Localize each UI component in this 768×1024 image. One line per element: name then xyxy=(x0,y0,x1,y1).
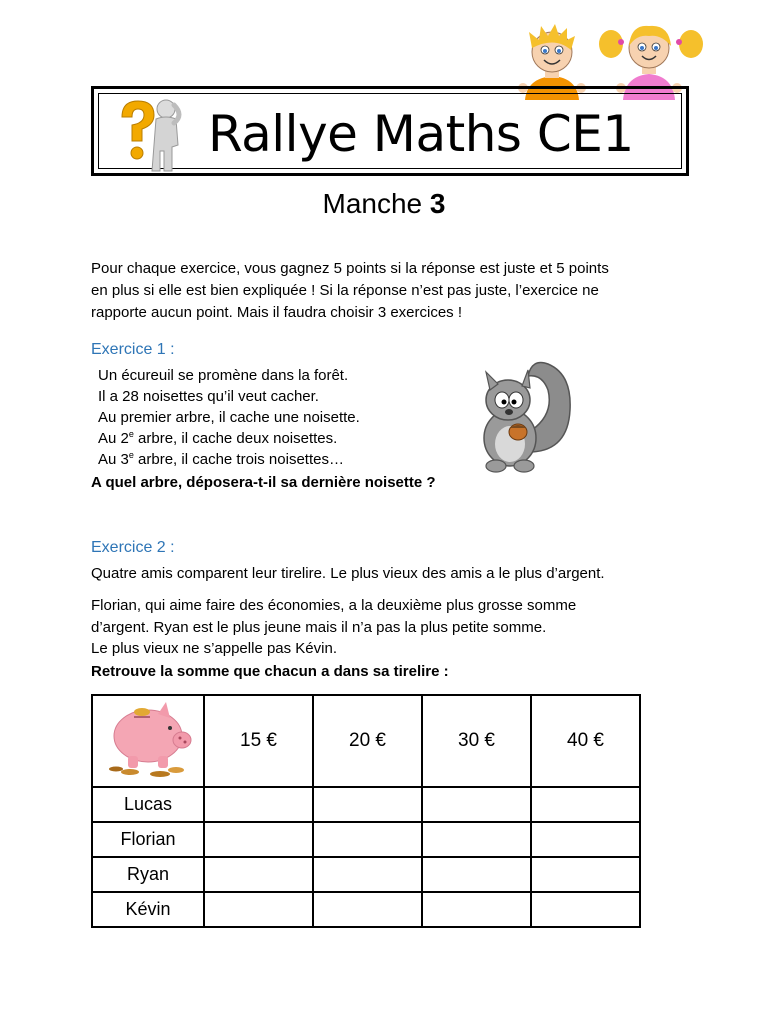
friend-name: Florian xyxy=(92,822,204,857)
exercise-1-line: Au premier arbre, il cache une noisette. xyxy=(98,409,360,426)
answer-cell[interactable] xyxy=(313,787,422,822)
text-fragment: arbre, il cache trois noisettes… xyxy=(133,451,344,468)
text-fragment: Au 3 xyxy=(98,451,129,468)
answer-cell[interactable] xyxy=(204,892,313,927)
round-subtitle xyxy=(0,184,768,224)
intro-paragraph xyxy=(91,258,609,324)
page-title: Rallye Maths CE1 xyxy=(208,105,634,163)
exercise-2-line: Florian, qui aime faire des économies, a la deuxième plus grosse somme xyxy=(91,597,577,614)
piggy-bank-cell xyxy=(92,695,204,787)
exercise-1-line xyxy=(98,428,360,449)
exercise-1-line xyxy=(98,449,360,470)
exercise-2-line: Le plus vieux ne s’appelle pas Kévin. xyxy=(91,640,337,657)
table-row xyxy=(92,787,640,822)
round-number: 3 xyxy=(429,188,446,219)
answer-cell[interactable] xyxy=(313,857,422,892)
exercise-2-paragraph xyxy=(91,595,576,660)
answer-cell[interactable] xyxy=(313,892,422,927)
question-mark-figure-icon xyxy=(108,95,190,173)
answer-cell[interactable] xyxy=(531,892,640,927)
answer-cell[interactable] xyxy=(531,822,640,857)
answer-cell[interactable] xyxy=(313,822,422,857)
answer-cell[interactable] xyxy=(422,892,531,927)
text-fragment: Au 2 xyxy=(98,430,129,447)
intro-line: Pour chaque exercice, vous gagnez 5 points si la réponse est juste et 5 points xyxy=(91,260,609,277)
answer-cell[interactable] xyxy=(422,857,531,892)
piggy-bank-icon xyxy=(100,696,196,780)
exercise-2-title: Exercice 2 : xyxy=(91,539,175,556)
amount-header: 15 € xyxy=(204,695,313,787)
table-row xyxy=(92,822,640,857)
superscript: e xyxy=(128,429,134,439)
answer-cell[interactable] xyxy=(531,857,640,892)
intro-line: rapporte aucun point. Mais il faudra choisir 3 exercices ! xyxy=(91,304,463,321)
friend-name: Ryan xyxy=(92,857,204,892)
friend-name: Kévin xyxy=(92,892,204,927)
superscript: e xyxy=(128,450,134,460)
exercise-2-line: d’argent. Ryan est le plus jeune mais il n’a pas la plus petite somme. xyxy=(91,618,547,636)
amount-header: 30 € xyxy=(422,695,531,787)
exercise-1-question: A quel arbre, déposera-t-il sa dernière noisette ? xyxy=(91,474,436,491)
exercise-2-question: Retrouve la somme que chacun a dans sa tirelire : xyxy=(91,663,449,680)
answer-cell[interactable] xyxy=(204,787,313,822)
table-row xyxy=(92,892,640,927)
exercise-2-line: Quatre amis comparent leur tirelire. Le plus vieux des amis a le plus d’argent. xyxy=(91,565,605,582)
squirrel-icon xyxy=(478,360,574,476)
round-label: Manche xyxy=(322,188,423,219)
amount-header: 20 € xyxy=(313,695,422,787)
exercise-1-line: Il a 28 noisettes qu’il veut cacher. xyxy=(98,388,319,405)
answer-cell[interactable] xyxy=(422,787,531,822)
answer-cell[interactable] xyxy=(422,822,531,857)
answer-cell[interactable] xyxy=(531,787,640,822)
answer-table xyxy=(91,694,641,928)
answer-cell[interactable] xyxy=(204,857,313,892)
exercise-1-line: Un écureuil se promène dans la forêt. xyxy=(98,367,349,384)
exercise-1-title: Exercice 1 : xyxy=(91,341,175,358)
intro-line: en plus si elle est bien expliquée ! Si la réponse n’est pas juste, l’exercice ne xyxy=(91,282,599,299)
amount-header: 40 € xyxy=(531,695,640,787)
answer-cell[interactable] xyxy=(204,822,313,857)
exercise-1-text xyxy=(98,365,360,470)
text-fragment: arbre, il cache deux noisettes. xyxy=(133,430,338,447)
table-row xyxy=(92,857,640,892)
friend-name: Lucas xyxy=(92,787,204,822)
table-header-row xyxy=(92,695,640,787)
